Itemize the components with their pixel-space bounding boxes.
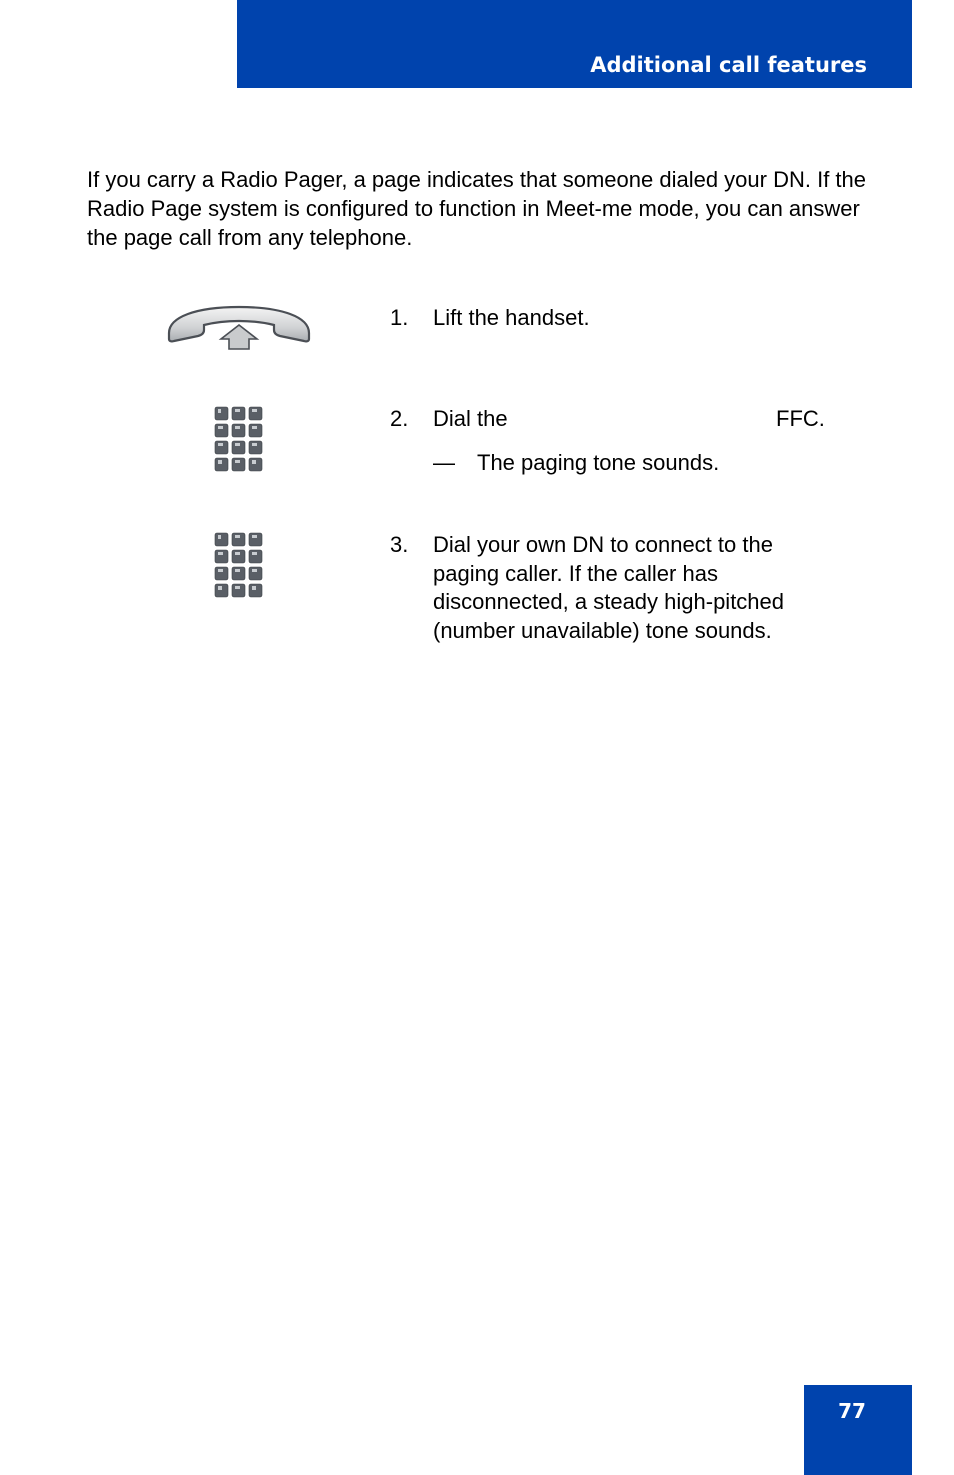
section-title: Additional call features [590, 53, 867, 77]
step-number: 2. [390, 406, 409, 431]
step-number: 1. [390, 305, 409, 330]
note-dash: — [433, 450, 455, 475]
step-text: Dial your own DN to connect to the paging caller. If the caller has disconnected, a steady high-pitched (number unavailable) tone sounds. [433, 532, 785, 643]
handset-lift-icon [166, 303, 312, 351]
step-text: Lift the handset. [433, 305, 590, 330]
step-text [433, 405, 873, 434]
step-number: 3. [390, 532, 409, 557]
keypad-icon [214, 532, 264, 600]
page-number-tab [804, 1385, 912, 1475]
step-text-prefix: Dial the [433, 406, 508, 431]
header-band [237, 0, 912, 88]
keypad-icon [214, 406, 264, 474]
intro-paragraph: If you carry a Radio Pager, a page indicates that someone dialed your DN. If the Radio Page system is configured to function in Meet-me mode, you can answer the page call from any telephone. [87, 167, 867, 250]
ffc-label: FFC. [776, 406, 825, 431]
page-number: 77 [838, 1399, 866, 1423]
note-text: The paging tone sounds. [477, 450, 720, 475]
